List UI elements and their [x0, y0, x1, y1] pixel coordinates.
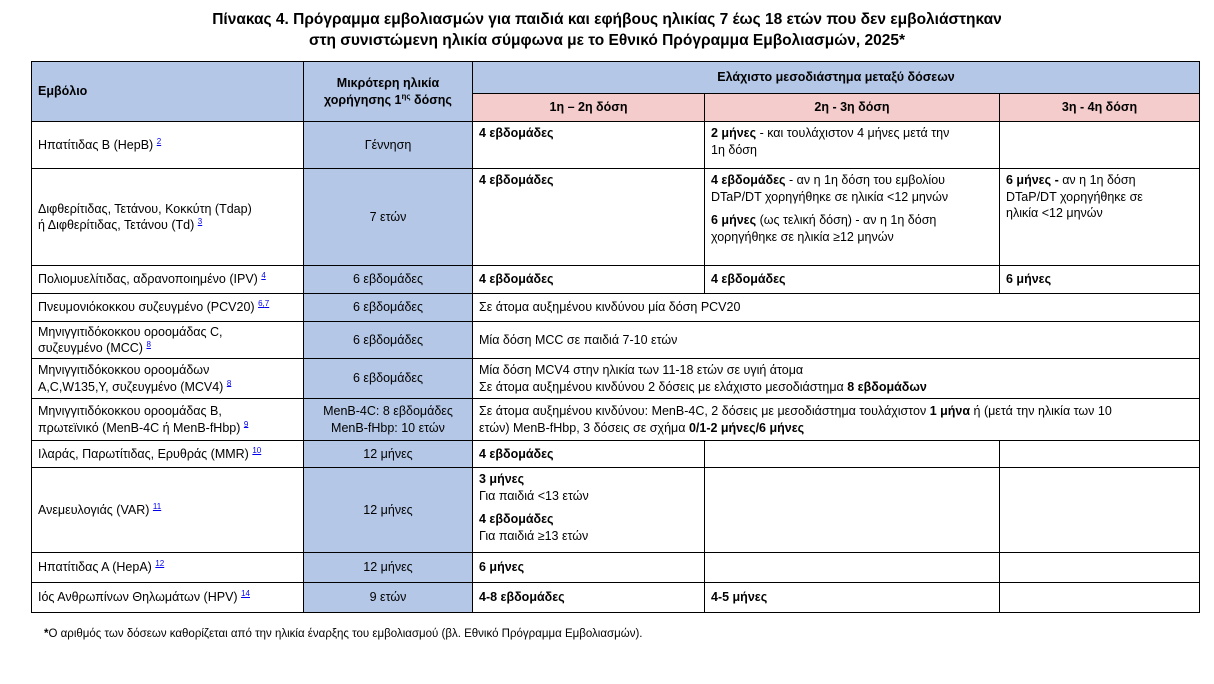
min-age: 7 ετών	[304, 169, 473, 266]
min-age: 6 εβδομάδες	[304, 294, 473, 322]
min-age: 6 εβδομάδες	[304, 266, 473, 294]
vaccine-name: Ιλαράς, Παρωτίτιδας, Ερυθράς (MMR) $^{10}$	[32, 441, 304, 468]
min-age: 12 μήνες	[304, 441, 473, 468]
interval-note: Μία δόση MCV4 στην ηλικία των 11-18 ετών σε υγιή άτομα Σε άτομα αυξημένου κινδύνου 2 δόσεις με ελάχιστο μεσοδιάστημα 8 εβδομάδων	[473, 359, 1200, 399]
min-age: 12 μήνες	[304, 468, 473, 553]
interval-3-4	[1000, 468, 1200, 553]
interval-2-3	[705, 468, 1000, 553]
interval-3-4	[1000, 122, 1200, 169]
table-row	[32, 399, 1200, 441]
interval-3-4	[1000, 441, 1200, 468]
footnote-link[interactable]: 14	[241, 589, 250, 599]
table-row	[32, 441, 1200, 468]
interval-1-2: 4 εβδομάδες	[473, 266, 705, 294]
table-row	[32, 322, 1200, 359]
header-dose-2-3: 2η - 3η δόση	[705, 94, 1000, 122]
footnote-link[interactable]: 6	[258, 299, 263, 309]
footnote-link[interactable]: 7	[264, 299, 270, 309]
interval-3-4	[1000, 553, 1200, 583]
footnote-link[interactable]: 8	[146, 339, 151, 349]
interval-1-2: 3 μήνες Για παιδιά <13 ετών 4 εβδομάδες Για παιδιά ≥13 ετών	[473, 468, 705, 553]
table-row	[32, 122, 1200, 169]
table-row	[32, 266, 1200, 294]
footnote-link[interactable]: 12	[155, 559, 165, 569]
interval-1-2: 4-8 εβδομάδες	[473, 583, 705, 613]
vaccine-name: Διφθερίτιδας, Τετάνου, Κοκκύτη (Tdap) ή Διφθερίτιδας, Τετάνου (Td) $^3$	[32, 169, 304, 266]
footnote-link[interactable]: 2	[156, 136, 162, 146]
vaccine-name: Ανεμευλογιάς (VAR) $^{11}$	[32, 468, 304, 553]
table-title	[0, 9, 1214, 51]
header-dose-3-4: 3η - 4η δόση	[1000, 94, 1200, 122]
footnote-text: Ο αριθμός των δόσεων καθορίζεται από την ηλικία έναρξης του εμβολιασμού (βλ. Εθνικό Πρόγραμμα Εμβολιασμών).	[48, 628, 643, 640]
vaccine-name: Μηνιγγιτιδόκοκκου οροομάδας C, συζευγμένο (MCC) $^8$	[32, 322, 304, 359]
interval-3-4: 6 μήνες - αν η 1η δόση DTaP/DT χορηγήθηκε σε ηλικία <12 μηνών	[1000, 169, 1200, 266]
min-age: 12 μήνες	[304, 553, 473, 583]
vaccination-table	[31, 61, 1200, 613]
header-min-age: Μικρότερη ηλικία χορήγησης $1^{\eta\varsigma}$ δόσης	[304, 62, 473, 122]
header-vaccine: Εμβόλιο	[32, 62, 304, 122]
footnote-link[interactable]: 10	[252, 445, 262, 455]
table-row	[32, 359, 1200, 399]
interval-2-3	[705, 441, 1000, 468]
header-dose-1-2: 1η – 2η δόση	[473, 94, 705, 122]
interval-2-3: 4 εβδομάδες	[705, 266, 1000, 294]
vaccine-name: Ηπατίτιδας Α (HepA) $^{12}$	[32, 553, 304, 583]
interval-2-3: 4 εβδομάδες - αν η 1η δόση του εμβολίου DTaP/DT χορηγήθηκε σε ηλικία <12 μηνών 6 μήνες (ως τελική δόση) - αν η 1η δόση χορηγήθηκε σε ηλικία ≥12 μηνών	[705, 169, 1000, 266]
vaccine-name: Πολιομυελίτιδας, αδρανοποιημένο (IPV) $^4$	[32, 266, 304, 294]
min-age: Γέννηση	[304, 122, 473, 169]
interval-1-2: 4 εβδομάδες	[473, 441, 705, 468]
footnote-link[interactable]: 4	[261, 271, 266, 281]
interval-1-2: 4 εβδομάδες	[473, 122, 705, 169]
interval-1-2: 6 μήνες	[473, 553, 705, 583]
min-age: 9 ετών	[304, 583, 473, 613]
vaccine-name: Ιός Ανθρωπίνων Θηλωμάτων (HPV) $^{14}$	[32, 583, 304, 613]
interval-note: Σε άτομα αυξημένου κινδύνου: MenB-4C, 2 δόσεις με μεσοδιάστημα τουλάχιστον 1 μήνα ή (μετά την ηλικία των 10 ετών) MenB-fHbp, 3 δόσεις σε σχήμα 0/1-2 μήνες/6 μήνες	[473, 399, 1200, 441]
footnote	[44, 628, 642, 640]
table-row	[32, 553, 1200, 583]
title-line-2: στη συνιστώμενη ηλικία σύμφωνα με το Εθνικό Πρόγραμμα Εμβολιασμών, 2025*	[308, 32, 906, 49]
interval-1-2: 4 εβδομάδες	[473, 169, 705, 266]
vaccine-name: Μηνιγγιτιδόκοκκου οροομάδων A,C,W135,Y, συζευγμένο (MCV4) $^8$	[32, 359, 304, 399]
interval-2-3: 4-5 μήνες	[705, 583, 1000, 613]
footnote-link[interactable]: 3	[197, 216, 203, 226]
footnote-star: *	[44, 628, 49, 640]
min-age: 6 εβδομάδες	[304, 322, 473, 359]
table-row	[32, 583, 1200, 613]
interval-2-3: 2 μήνες - και τουλάχιστον 4 μήνες μετά την 1η δόση	[705, 122, 1000, 169]
min-age: MenB-4C: 8 εβδομάδες MenB-fHbp: 10 ετών	[304, 399, 473, 441]
header-min-interval: Ελάχιστο μεσοδιάστημα μεταξύ δόσεων	[473, 62, 1200, 94]
table-row	[32, 468, 1200, 553]
interval-3-4	[1000, 583, 1200, 613]
vaccine-name: Ηπατίτιδας Β (HepB) $^2$	[32, 122, 304, 169]
interval-2-3	[705, 553, 1000, 583]
interval-note: Σε άτομα αυξημένου κινδύνου μία δόση PCV20	[473, 294, 1200, 322]
vaccine-name: Πνευμονιόκοκκου συζευγμένο (PCV20) $^{6,7}$	[32, 294, 304, 322]
footnote-link[interactable]: 11	[152, 501, 162, 511]
title-line-1: Πίνακας 4. Πρόγραμμα εμβολιασμών για παιδιά και εφήβους ηλικίας 7 έως 18 ετών που δεν εμβολιάστηκαν	[212, 11, 1002, 28]
vaccine-name: Μηνιγγιτιδόκοκκου οροομάδας Β, πρωτεϊνικό (MenB-4C ή MenB-fHbp) $^9$	[32, 399, 304, 441]
table-row	[32, 169, 1200, 266]
min-age: 6 εβδομάδες	[304, 359, 473, 399]
table-row	[32, 294, 1200, 322]
footnote-link[interactable]: 8	[226, 378, 232, 388]
footnote-link[interactable]: 9	[243, 419, 249, 429]
interval-3-4: 6 μήνες	[1000, 266, 1200, 294]
interval-note: Μία δόση MCC σε παιδιά 7-10 ετών	[473, 322, 1200, 359]
